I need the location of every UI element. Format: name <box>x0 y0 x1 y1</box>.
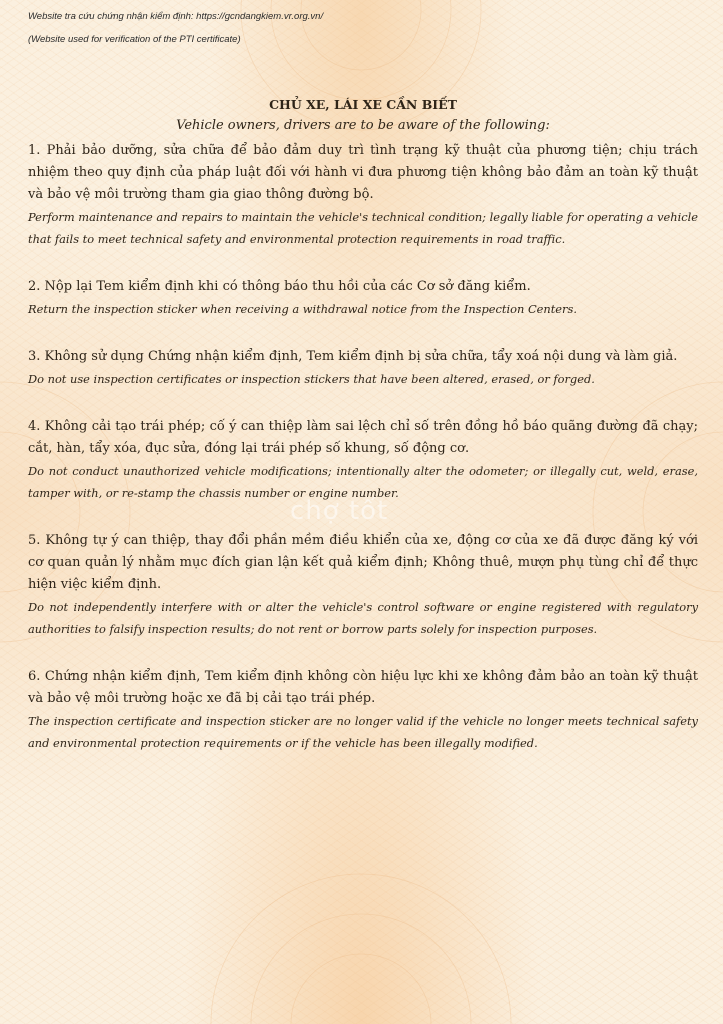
notice-item-en: Return the inspection sticker when receiving a withdrawal notice from the Inspection Centers. <box>28 302 577 316</box>
notice-item-5 <box>28 530 698 640</box>
notice-item-en: The inspection certificate and inspection sticker are no longer valid if the vehicle no longer meets technical safety and environmental protection requirements or if the vehicle has been illegally modified. <box>28 714 698 750</box>
notice-item-vi: 5. Không tự ý can thiệp, thay đổi phần mềm điều khiển của xe, động cơ của xe đã được đăng ký với cơ quan quản lý nhằm mục đích gian lận kết quả kiểm định; Không thuê, mượn phụ tùng chỉ để thực hiện việc kiểm định. <box>28 533 698 592</box>
notice-item-vi: 4. Không cải tạo trái phép; cố ý can thiệp làm sai lệch chỉ số trên đồng hồ báo quãng đường đã chạy; cắt, hàn, tẩy xóa, đục sửa, đóng lại trái phép số khung, số động cơ. <box>28 419 698 456</box>
page-title: CHỦ XE, LÁI XE CẦN BIẾT <box>269 97 457 112</box>
notice-item-3 <box>28 346 698 390</box>
notice-item-en: Do not conduct unauthorized vehicle modifications; intentionally alter the odometer; or illegally cut, weld, erase, tamper with, or re-stamp the chassis number or engine number. <box>28 464 698 500</box>
watermark-logo: chợ tốt <box>290 496 389 526</box>
notice-item-4 <box>28 416 698 504</box>
page-subtitle: Vehicle owners, drivers are to be aware of the following: <box>176 118 550 133</box>
notice-item-vi: 6. Chứng nhận kiểm định, Tem kiểm định không còn hiệu lực khi xe không đảm bảo an toàn kỹ thuật và bảo vệ môi trường hoặc xe đã bị cải tạo trái phép. <box>28 669 698 706</box>
notice-item-vi: 3. Không sử dụng Chứng nhận kiểm định, Tem kiểm định bị sửa chữa, tẩy xoá nội dung và làm giả. <box>28 349 678 364</box>
notice-item-en: Do not independently interfere with or alter the vehicle's control software or engine registered with regulatory authorities to falsify inspection results; do not rent or borrow parts solely for inspection purposes. <box>28 600 698 636</box>
notice-item-en: Perform maintenance and repairs to maintain the vehicle's technical condition; legally liable for operating a vehicle that fails to meet technical safety and environmental protection requirements in road traffic. <box>28 210 698 246</box>
notice-item-vi: 2. Nộp lại Tem kiểm định khi có thông báo thu hồi của các Cơ sở đăng kiểm. <box>28 279 531 294</box>
notice-list <box>28 140 698 780</box>
notice-item-6 <box>28 666 698 754</box>
notice-item-en: Do not use inspection certificates or inspection stickers that have been altered, erased, or forged. <box>28 372 595 386</box>
notice-item-1 <box>28 140 698 250</box>
verification-website-line-en: (Website used for verification of the PTI certificate) <box>28 34 241 45</box>
verification-website-line: Website tra cứu chứng nhận kiểm định: https://gcndangkiem.vr.org.vn/ <box>28 11 324 22</box>
notice-item-vi: 1. Phải bảo dưỡng, sửa chữa để bảo đảm duy trì tình trạng kỹ thuật của phương tiện; chịu trách nhiệm theo quy định của pháp luật đối với hành vi đưa phương tiện không bảo đảm an toàn kỹ thuật và bảo vệ môi trường tham gia giao thông đường bộ. <box>28 143 698 202</box>
notice-item-2 <box>28 276 698 320</box>
